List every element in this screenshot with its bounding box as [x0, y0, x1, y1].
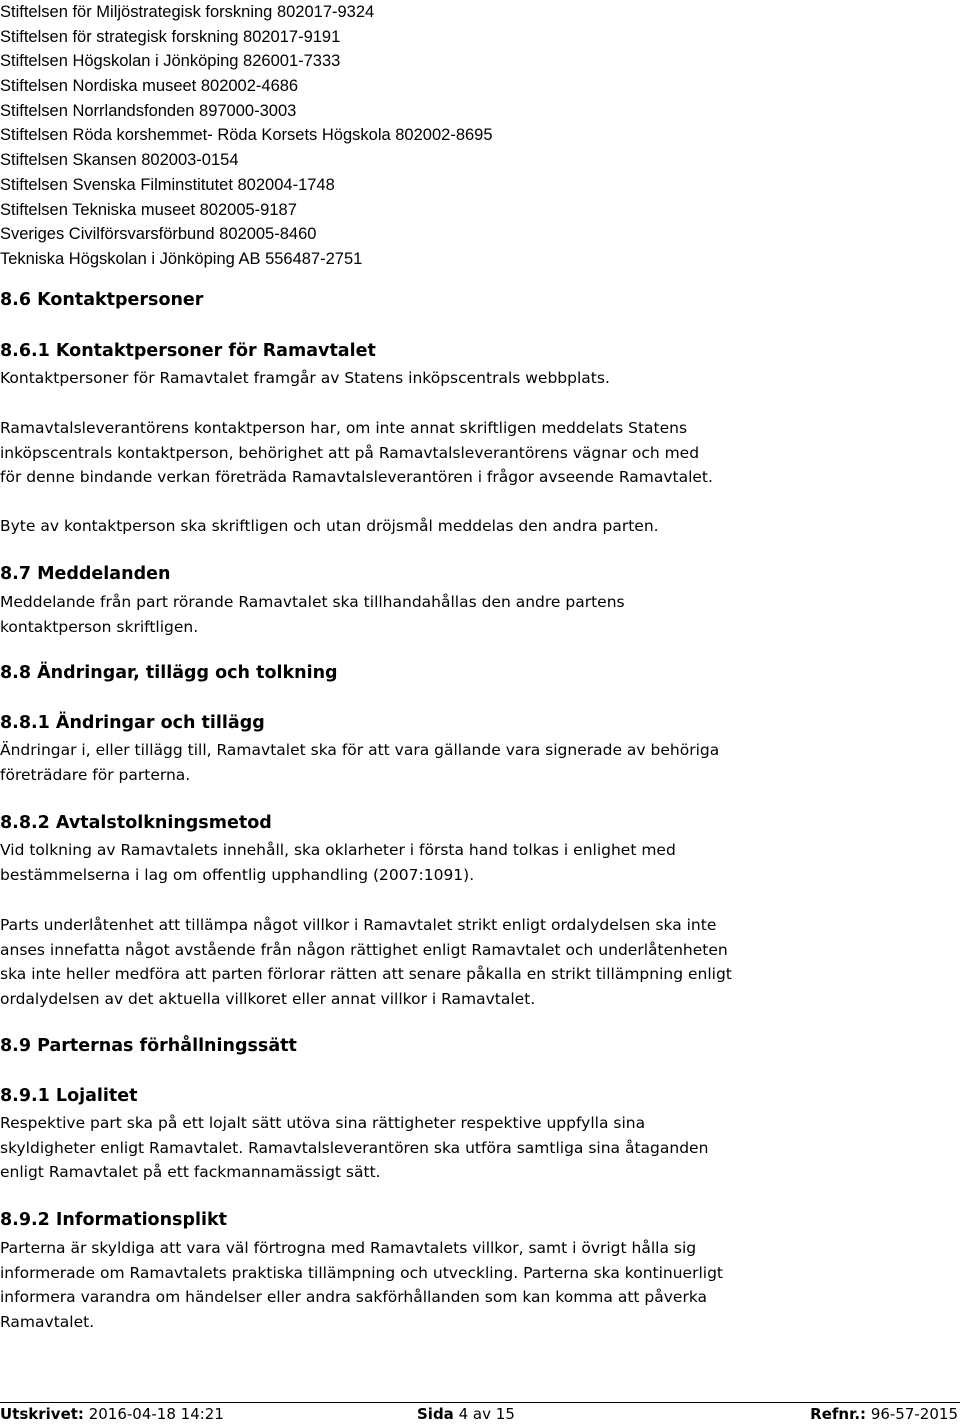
organization-item: Stiftelsen Svenska Filminstitutet 802004-1748 — [0, 175, 335, 194]
organization-item: Tekniska Högskolan i Jönköping AB 556487-2751 — [0, 249, 363, 268]
paragraph-line: Vid tolkning av Ramavtalets innehåll, ska oklarheter i första hand tolkas i enlighet med — [0, 841, 676, 859]
organization-item: Stiftelsen Tekniska museet 802005-9187 — [0, 200, 297, 219]
paragraph-contact-authority — [0, 416, 958, 490]
organization-item: Stiftelsen för Miljöstrategisk forskning 802017-9324 — [0, 3, 375, 21]
page-total: 15 — [495, 1405, 515, 1423]
paragraph-line: anses innefatta något avstående från någon rättighet enligt Ramavtalet och underlåtenheten — [0, 940, 728, 959]
paragraph-line: kontaktperson skriftligen. — [0, 617, 199, 636]
paragraph-amendments — [0, 738, 958, 787]
paragraph-information-duty — [0, 1236, 958, 1334]
paragraph-line: företrädare för parterna. — [0, 765, 191, 784]
paragraph-line: inköpscentrals kontaktperson, behörighet att på Ramavtalsleverantörens vägnar och med — [0, 443, 700, 462]
section-heading-8-7: 8.7 Meddelanden — [0, 564, 171, 584]
print-date-label: Utskrivet: — [0, 1405, 84, 1423]
reference-value: 96-57-2015 — [870, 1405, 958, 1423]
paragraph-notices — [0, 590, 958, 639]
page-footer — [0, 1402, 960, 1423]
section-heading-8-8-2: 8.8.2 Avtalstolkningsmetod — [0, 813, 272, 833]
paragraph-line: Ramavtalet. — [0, 1312, 95, 1331]
paragraph-line: ordalydelsen av det aktuella villkoret eller annat villkor i Ramavtalet. — [0, 989, 536, 1008]
section-heading-8-6-1: 8.6.1 Kontaktpersoner för Ramavtalet — [0, 341, 376, 361]
organization-item: Sveriges Civilförsvarsförbund 802005-8460 — [0, 225, 317, 244]
reference-label: Refnr.: — [810, 1405, 867, 1423]
page-of-label: av — [472, 1405, 491, 1423]
print-date-value: 2016-04-18 14:21 — [88, 1405, 224, 1423]
section-heading-8-9: 8.9 Parternas förhållningssätt — [0, 1036, 297, 1056]
paragraph-line: skyldigheter enligt Ramavtalet. Ramavtalsleverantören ska utföra samtliga sina åtaganden — [0, 1138, 709, 1157]
section-heading-8-9-1: 8.9.1 Lojalitet — [0, 1086, 138, 1106]
page-number — [417, 1404, 515, 1424]
paragraph-line: Ändringar i, eller tillägg till, Ramavtalet ska för att vara gällande vara signerade av behöriga — [0, 741, 720, 759]
print-date — [0, 1404, 224, 1424]
paragraph-line: bestämmelserna i lag om offentlig upphandling (2007:1091). — [0, 865, 475, 884]
paragraph-line: Parts underlåtenhet att tillämpa något villkor i Ramavtalet strikt enligt ordalydelsen ska inte — [0, 916, 717, 934]
paragraph-waiver — [0, 913, 958, 1011]
section-heading-8-9-2: 8.9.2 Informationsplikt — [0, 1210, 227, 1230]
paragraph-line: Meddelande från part rörande Ramavtalet ska tillhandahållas den andre partens — [0, 593, 625, 611]
section-heading-8-8-1: 8.8.1 Ändringar och tillägg — [0, 713, 265, 733]
section-heading-8-6: 8.6 Kontaktpersoner — [0, 290, 204, 310]
paragraph-line: Respektive part ska på ett lojalt sätt utöva sina rättigheter respektive uppfylla sina — [0, 1114, 646, 1132]
organization-item: Stiftelsen för strategisk forskning 802017-9191 — [0, 27, 341, 46]
reference-number — [810, 1404, 958, 1424]
organization-list — [0, 0, 960, 272]
paragraph-loyalty — [0, 1111, 958, 1185]
page-label: Sida — [417, 1405, 454, 1423]
organization-item: Stiftelsen Röda korshemmet- Röda Korsets Högskola 802002-8695 — [0, 126, 493, 145]
paragraph-line: Parterna är skyldiga att vara väl förtrogna med Ramavtalets villkor, samt i övrigt hålla sig — [0, 1239, 697, 1257]
paragraph-line: enligt Ramavtalet på ett fackmannamässigt sätt. — [0, 1163, 381, 1182]
paragraph-contact-change: Byte av kontaktperson ska skriftligen och utan dröjsmål meddelas den andra parten. — [0, 517, 659, 535]
paragraph-line: informerade om Ramavtalets praktiska tillämpning och utveckling. Parterna ska kontinuerligt — [0, 1263, 723, 1282]
organization-item: Stiftelsen Norrlandsfonden 897000-3003 — [0, 101, 297, 120]
organization-item: Stiftelsen Högskolan i Jönköping 826001-7333 — [0, 52, 341, 71]
paragraph-contact-source: Kontaktpersoner för Ramavtalet framgår av Statens inköpscentrals webbplats. — [0, 369, 610, 387]
page-current: 4 — [458, 1405, 469, 1423]
paragraph-line: för denne bindande verkan företräda Ramavtalsleverantören i frågor avseende Ramavtalet. — [0, 468, 713, 487]
organization-item: Stiftelsen Nordiska museet 802002-4686 — [0, 77, 299, 96]
paragraph-line: informera varandra om händelser eller andra sakförhållanden som kan komma att påverka — [0, 1288, 708, 1307]
organization-item: Stiftelsen Skansen 802003-0154 — [0, 151, 239, 170]
paragraph-interpretation — [0, 838, 958, 887]
paragraph-line: ska inte heller medföra att parten förlorar rätten att senare påkalla en strikt tillämpning enligt — [0, 965, 732, 984]
section-heading-8-8: 8.8 Ändringar, tillägg och tolkning — [0, 663, 338, 683]
paragraph-line: Ramavtalsleverantörens kontaktperson har, om inte annat skriftligen meddelats Statens — [0, 419, 688, 437]
